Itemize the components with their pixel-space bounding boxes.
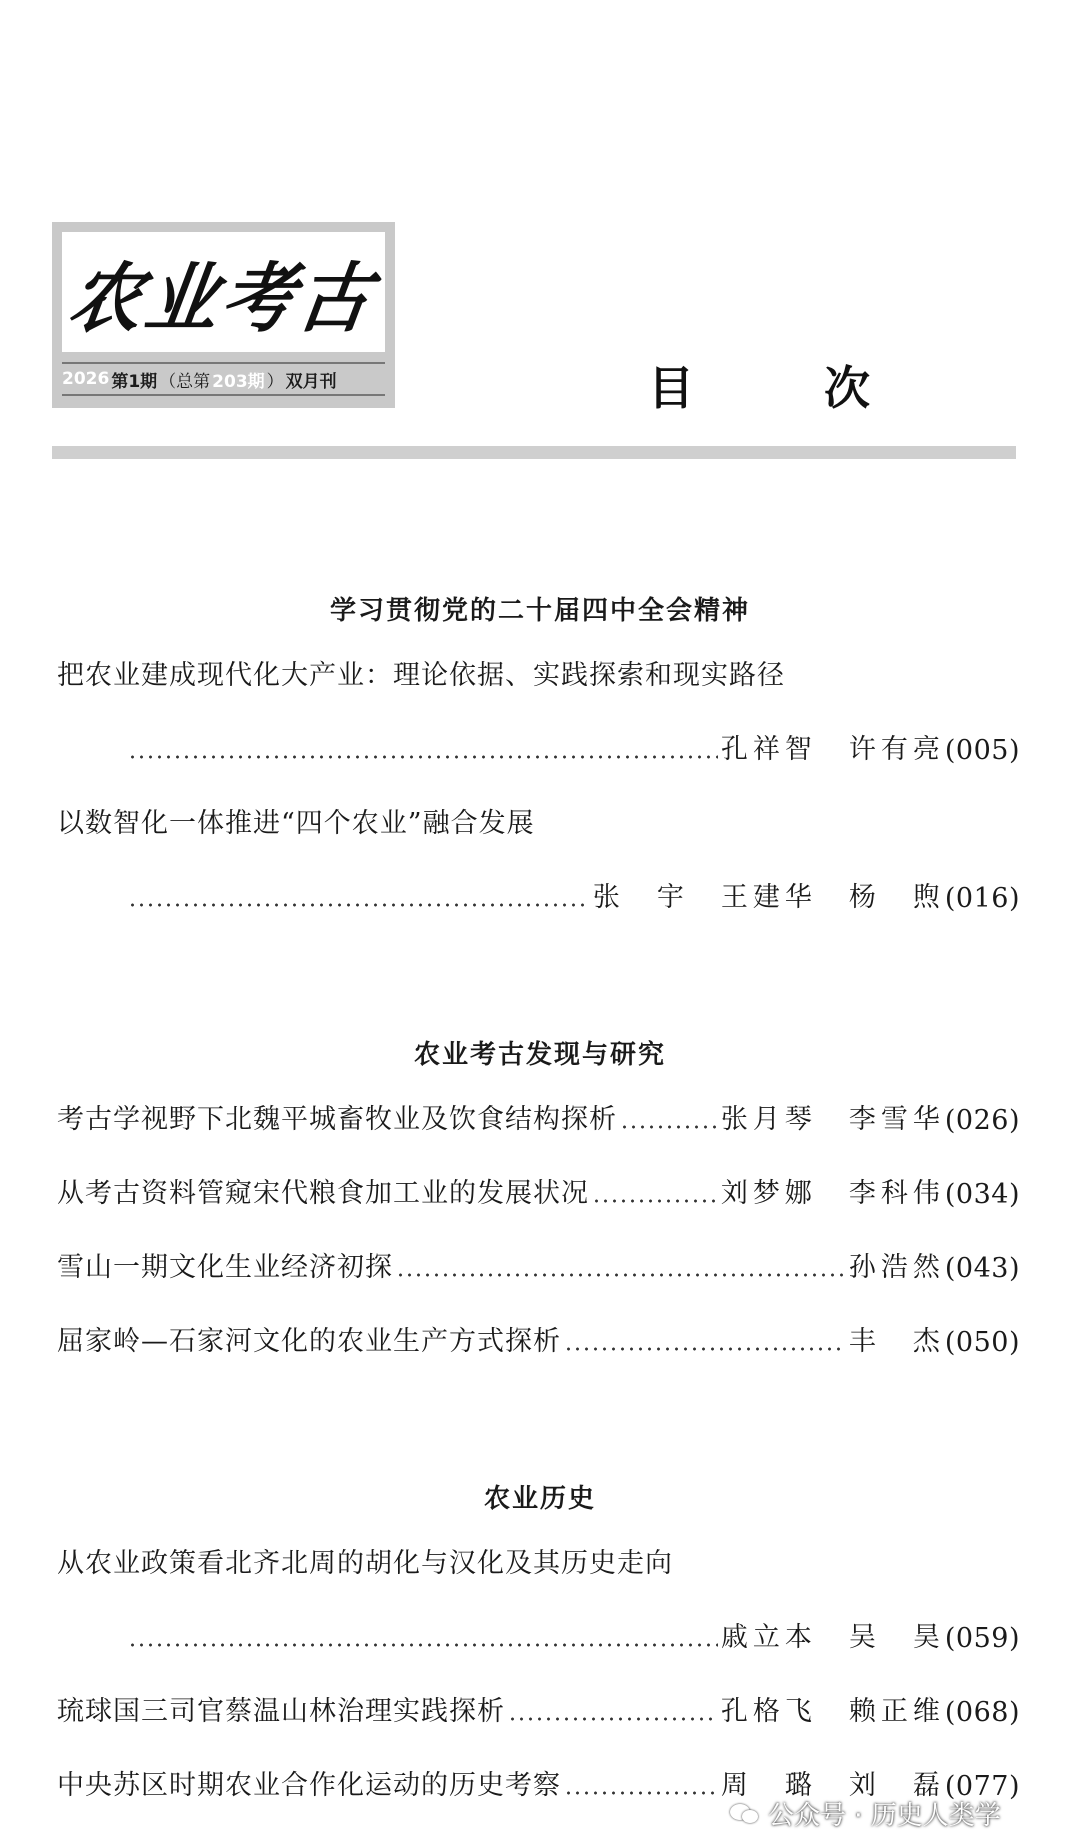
toc-heading: 目 次: [648, 361, 912, 415]
entry-authors: 孔格飞 赖正维: [720, 1696, 945, 1727]
dot-leader: [564, 1769, 718, 1796]
entry-page: (034): [944, 1179, 1020, 1210]
toc-entry[interactable]: [57, 1318, 1020, 1358]
entry-authors: 张 宇 王建华 杨 煦: [592, 882, 945, 913]
entry-authors: 周 璐 刘 磊: [720, 1770, 945, 1801]
section-title: 学习贯彻党的二十届四中全会精神: [329, 596, 750, 626]
entry-title: 雪山一期文化生业经济初探: [57, 1252, 393, 1283]
entry-title: 考古学视野下北魏平城畜牧业及饮食结构探析: [57, 1104, 617, 1135]
issue-frequency: 双月刊: [285, 371, 337, 392]
toc-entry[interactable]: [57, 1688, 1020, 1728]
entry-authors: 孔祥智 许有亮: [720, 734, 945, 765]
entry-authors: 张月琴 李雪华: [720, 1104, 945, 1135]
entry-title: 中央苏区时期农业合作化运动的历史考察: [57, 1770, 561, 1801]
section-title: 农业历史: [483, 1484, 596, 1514]
entry-authors: 孙浩然: [848, 1252, 945, 1283]
toc-entry[interactable]: [57, 1244, 1020, 1284]
issue-number: 第1期: [111, 371, 158, 392]
dot-leader: [128, 733, 718, 760]
dot-leader: [508, 1695, 718, 1722]
entry-page: (068): [944, 1697, 1020, 1728]
section-title: 农业考古发现与研究: [413, 1040, 666, 1070]
entry-title: 以数智化一体推进“四个农业”融合发展: [57, 808, 535, 839]
entry-page: (026): [944, 1105, 1020, 1136]
dot-leader: [620, 1103, 718, 1130]
entry-page: (050): [944, 1327, 1020, 1358]
entry-title: 从农业政策看北齐北周的胡化与汉化及其历史走向: [57, 1548, 673, 1579]
toc-entry[interactable]: [57, 1096, 1020, 1136]
entry-page: (005): [944, 735, 1020, 766]
issue-total: 203期: [212, 371, 265, 392]
toc-entry-leader[interactable]: [125, 1614, 1020, 1654]
entry-title: 屈家岭—石家河文化的农业生产方式探析: [57, 1326, 561, 1357]
journal-logo: [62, 232, 385, 352]
dot-leader: [128, 881, 590, 908]
entry-authors: 戚立本 吴 昊: [720, 1622, 945, 1653]
issue-total-close: ）: [266, 371, 284, 392]
watermark: [730, 1795, 1001, 1832]
entry-title: 把农业建成现代化大产业：理论依据、实践探索和现实路径: [57, 660, 785, 691]
journal-masthead: [52, 222, 395, 408]
entry-title: 琉球国三司官蔡温山林治理实践探析: [57, 1696, 505, 1727]
dot-leader: [564, 1325, 846, 1352]
toc-entry[interactable]: [57, 1170, 1020, 1210]
header-rule: [52, 446, 1016, 459]
issue-total-open: （总第: [159, 371, 211, 392]
entry-page: (077): [944, 1771, 1020, 1802]
toc-entry[interactable]: [57, 800, 1020, 840]
toc-entry-leader[interactable]: [125, 874, 1020, 914]
entry-page: (059): [944, 1623, 1020, 1654]
dot-leader: [128, 1621, 718, 1648]
toc-entry[interactable]: [57, 1540, 1020, 1580]
dot-leader: [592, 1177, 718, 1204]
entry-authors: 刘梦娜 李科伟: [720, 1178, 945, 1209]
watermark-text: 公众号 · 历史人类学: [768, 1801, 1001, 1831]
toc-entry-leader[interactable]: [125, 726, 1020, 766]
wechat-icon: [730, 1801, 760, 1827]
toc-entry[interactable]: [57, 652, 1020, 692]
entry-page: (016): [944, 883, 1020, 914]
journal-logo-text: 农业考古: [64, 253, 381, 343]
issue-info: [62, 362, 385, 396]
dot-leader: [396, 1251, 846, 1278]
entry-title: 从考古资料管窥宋代粮食加工业的发展状况: [57, 1178, 589, 1209]
issue-year: 2026: [62, 369, 110, 389]
entry-authors: 丰 杰: [848, 1326, 945, 1357]
entry-page: (043): [944, 1253, 1020, 1284]
